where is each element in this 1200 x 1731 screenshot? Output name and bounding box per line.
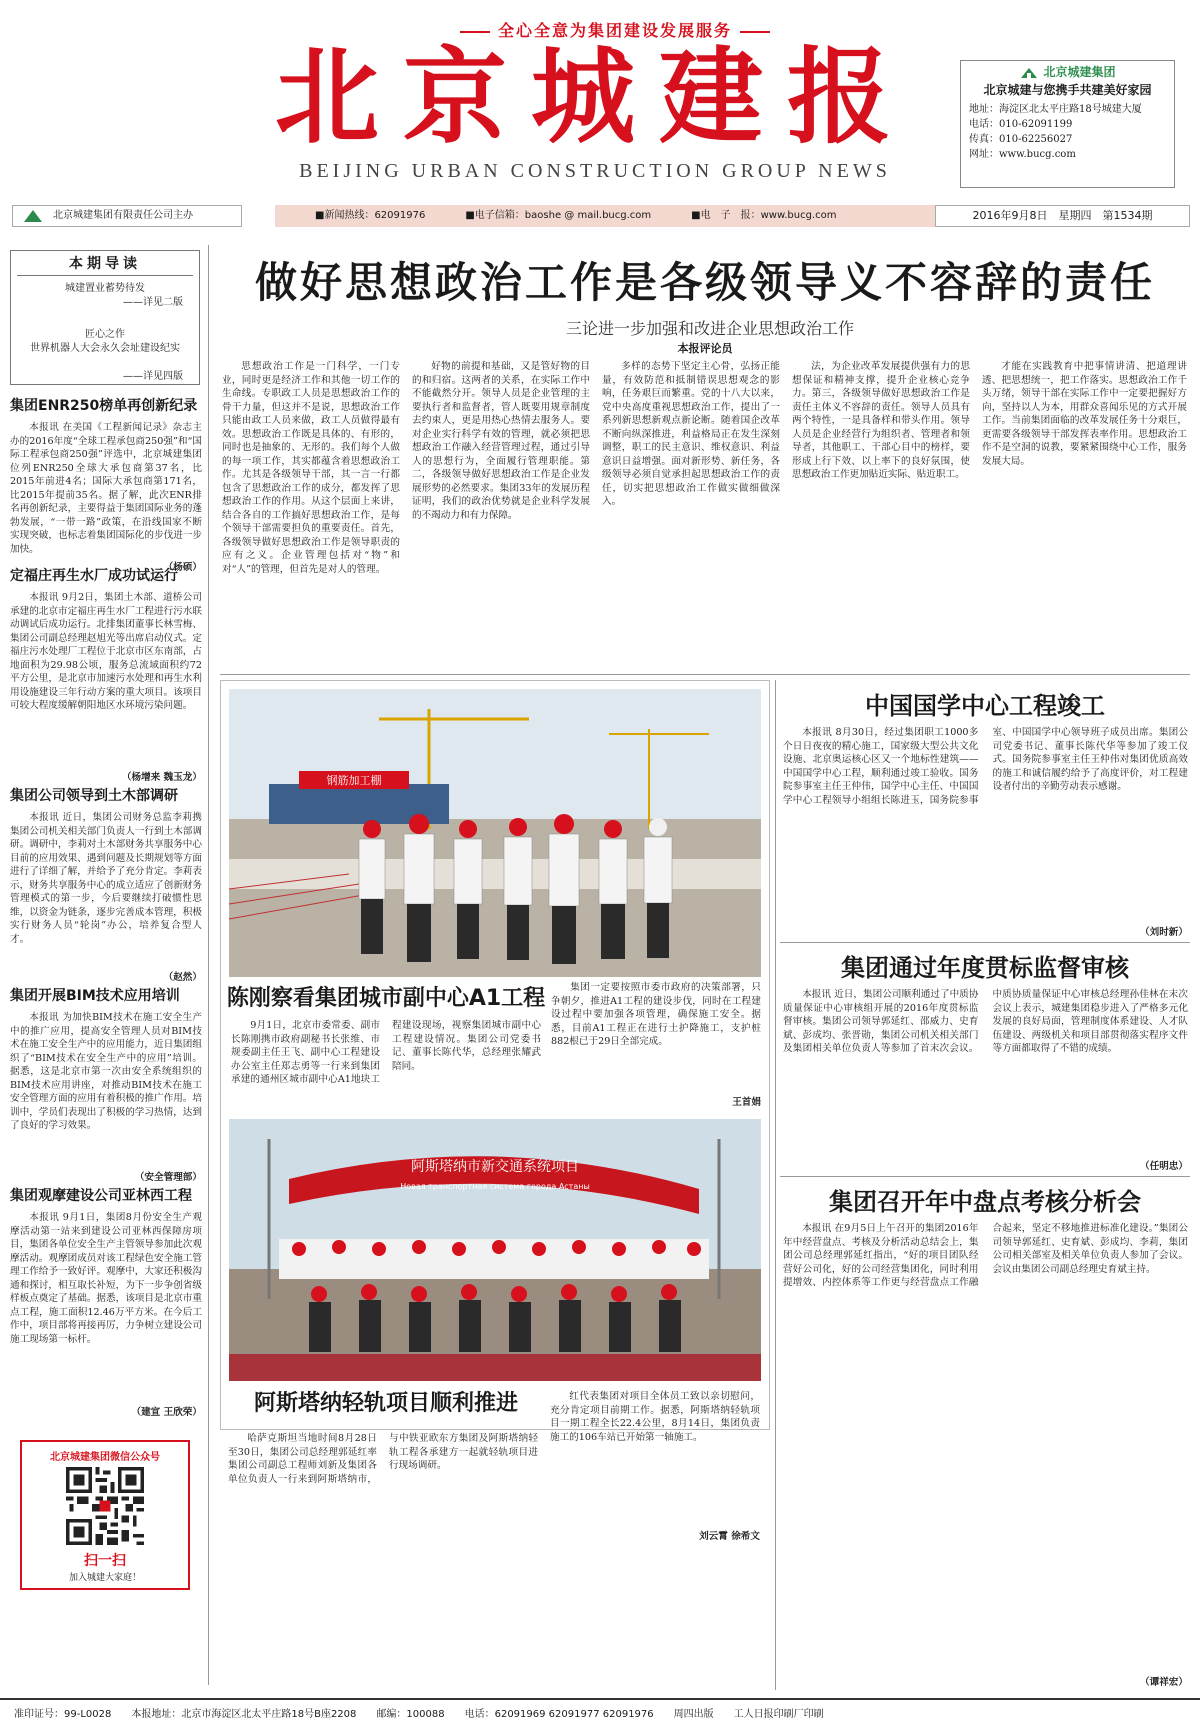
left-article	[10, 785, 202, 985]
right-article-author: （任明忠）	[1140, 1161, 1188, 1172]
astana-group-photo	[229, 1119, 761, 1381]
left-article-body: 本报讯 为加快BIM技术在施工安全生产中的推广应用，提高安全管理人员对BIM技术在施工安全生产中的应用能力，近日集团组织了“BIM技术在安全生产中的应用”培训。据悉，这是北京市第一次由安全系统组织的BIM技术应用讲座，对推动BIM技术在施工安全管理方面的应用有着积极的推广作用。培训中，学员们表现出了积极的学习热情，达到了良好的学习效果。	[10, 1012, 202, 1131]
right-article-body: 本报讯 8月30日，经过集团职工1000多个日日夜夜的精心施工，国家级大型公共文化设施、北京奥运核心区又一个地标性建筑——中国国学中心工程，顺利通过竣工验收。国务院参事室主任王仲伟，国学中心主任、中国国学中心工程领导小组组长陈进玉，国务院参事室、中国国学中心领导班子成员出席。集团公司党委书记、董事长陈代华等参加了竣工仪式。国务院参事室主任王仲伟对集团优质高效的施工和诚信履约给予了高度评价，对工程建设者付出的辛勤劳动表示感谢。	[783, 727, 1188, 806]
qr-code-icon	[66, 1467, 144, 1545]
guide-item[interactable]	[17, 314, 193, 398]
lead-column-2: 好物的前提和基础，又是管好物的目的和归宿。这两者的关系，在实际工作中不能截然分开。领导人员是企业管理的主要执行者和监督者，管人既要用规章制度去约束人，更是用热心热情去服务人。要对企业实行科学有效的管理，就必须把思想政治工作融入经营管理过程，通过引导人的思想行为，全面履行管理职能。第二，各级领导做好思想政治工作是企业发展形势的必然要求。集团33年的发展历程证明，我们的政治优势就是企业科学发展的不竭动力和有力保障。	[412, 361, 590, 521]
issue-guide-box	[10, 250, 200, 385]
left-article-title[interactable]: 集团开展BIM技术应用培训	[10, 988, 180, 1004]
lead-column-4: 法，为企业改革发展提供强有力的思想保证和精神支撑，提升企业核心竞争力。第三，各级领导做好思想政治工作是责任主体义不容辞的责任。领导人员具有两个特性，一是具备样和带头作用。领导人员是企业经营行为组织者、管理者和领导者，其他职工、干部心目中的榜样，要形成上行下效、以上率下的良好氛围，使思想政治工作更加贴近实际、贴近职工。	[792, 361, 970, 480]
astana-group-photo-illustration	[229, 1119, 761, 1381]
wechat-qr-box[interactable]	[20, 1440, 190, 1590]
left-article-author: （赵然）	[163, 972, 202, 983]
left-article-author: （杨增来 魏玉龙）	[121, 772, 202, 783]
guide-item-ref: ——详见二版	[123, 297, 183, 308]
inspection-photo	[229, 689, 761, 977]
right-article-author: （刘时新）	[1140, 927, 1188, 938]
group-brand-name: 北京城建集团	[1043, 65, 1116, 79]
left-article-body: 本报讯 9月2日，集团土木部、道桥公司承建的北京市定福庄再生水厂工程进行污水联动调试后成功运行。北排集团董事长林雪梅、集团公司副总经理赵旭光等出席启动仪式。定福庄污水处理厂工程位于北京市区东南部，占地面积为29.98公顷，服务总流域面积约72平方公里，是北京市加速污水处理和再生水利用设施建设三年行动方案的重大项目。该项目可较大程度缓解朝阳地区水环境污染问题。	[10, 592, 202, 711]
lead-column-3: 多样的态势下坚定主心骨，弘扬正能量，有效防范和抵制错误思想观念的影响，任务艰巨而繁重。党的十八大以来，党中央高度重视思想政治工作，提出了一系列新思想新观点新论断。随着国企改革不断向纵深推进，利益格局正在发生深刻调整，职工的民主意识、维权意识、利益意识日益增强。面对新形势、新任务，各级领导必须自觉承担起思想政治工作的责任，切实把思想政治工作做实做细做深入。	[602, 361, 780, 507]
astana-banner-cn: 阿斯塔纳市新交通系统项目	[411, 1159, 579, 1175]
divider	[780, 1176, 1190, 1177]
news-hotline: ■新闻热线：62091976	[315, 210, 426, 221]
contact-bar	[275, 205, 935, 227]
group-address: 地址：海淀区北太平庄路18号城建大厦	[969, 104, 1142, 115]
group-logo	[969, 65, 1166, 80]
left-article	[10, 565, 202, 785]
newspaper-title: 北京城建报	[274, 35, 915, 158]
printer-name: 工人日报印刷厂印刷	[733, 1708, 824, 1720]
left-article-body: 本报讯 近日，集团公司财务总监李莉携集团公司机关相关部门负责人一行到土木部调研。调研中，李莉对土木部财务共享服务中心目前的应用效果、遇到问题及长期规划等方面进行了详细了解，并给予了充分肯定。李莉表示，财务共享服务中心的成立适应了创新财务管理模式的第一步，今后要继续打破惯性思维，以资金为链条，逐步完善成本管理，积极实行财务人员“轮岗”办公，培养复合型人才。	[10, 812, 202, 945]
divider	[220, 674, 1190, 675]
qr-title: 北京城建集团微信公众号	[50, 1452, 160, 1463]
guide-item-ref: ——详见四版	[123, 371, 183, 382]
right-article-author: （谭祥宏）	[1140, 1677, 1188, 1688]
photo-story-2-title[interactable]: 阿斯塔纳轻轨项目顺利推进	[253, 1391, 518, 1416]
email-address[interactable]: ■电子信箱：baoshe @ mail.bucg.com	[465, 210, 652, 221]
publisher-text: 北京城建集团有限责任公司主办	[53, 210, 193, 221]
left-article-title[interactable]: 集团公司领导到土木部调研	[10, 788, 178, 804]
left-article-title[interactable]: 集团ENR250榜单再创新纪录	[10, 398, 198, 414]
lead-column-1: 思想政治工作是一门科学，一门专业，同时更是经济工作和其他一切工作的生命线。专职政工人员是思想政治工作的骨干力量，但这并不是说，思想政治工作只能由政工人员来做，政工人员做得最有效。思想政治工作既是具体的、有形的，同时也是抽象的、无形的。我们每个人做的每一项工作，其实都蕴含着思想政治工作。尤其是各级领导干部，其一言一行都包含了思想政治工作的成分，都发挥了思想政治工作的作用。从这个层面上来讲，结合各自的工作搞好思想政治工作，是每个领导干部需要担负的重要责任。首先，各级领导做好思想政治工作是领导职责的应有之义。企业管理包括对“物”和对“人”的管理，但首先是对人的管理。	[222, 361, 400, 575]
left-article	[10, 985, 202, 1185]
lead-subheadline: 三论进一步加强和改进企业思想政治工作	[565, 319, 854, 338]
photo-story-1-title[interactable]: 陈刚察看集团城市副中心A1工程	[226, 986, 546, 1011]
issue-date: 2016年9月8日 星期四 第1534期	[935, 205, 1190, 227]
photo-story-1-body-right: 集团一定要按照市委市政府的决策部署，只争朝夕，推进A1工程的建设步伐，同时在工程建设过程中要加强各项管理，确保施工安全。据悉，目前A1工程正在进行土护降施工，支护桩882根已于29日全部完成。	[551, 982, 761, 1047]
left-article-body: 本报讯 在美国《工程新闻记录》杂志主办的2016年度“全球工程承包商250强”和“国际工程承包商250强”评选中，北京城建集团位列ENR250全球大承包商第37名，比2015年前进4名；国际大承包商第171名，比2015年提前35名。据了解，此次ENR排名再创新纪录，主要得益于集团国际业务的蓬勃发展，“一带一路”政策，在沿线国家不断实现突破，也标志着集团国际化的步伐进一步加快。	[10, 422, 202, 555]
group-logo-small-icon	[21, 208, 45, 224]
publisher-info-box	[960, 60, 1175, 188]
permit-number: 准印证号：99-L0028	[14, 1708, 112, 1720]
masthead-slogan: 全心全意为集团建设发展服务	[450, 18, 780, 41]
photo-story-2-body-right: 红代表集团对项目全体员工致以亲切慰问，充分肯定项目前期工作。据悉，阿斯塔纳轻轨项目一期工程全长22.4公里，8月14日，集团负责施工的106车站已开始第一轴施工。	[550, 1391, 760, 1443]
lead-column-5: 才能在实践教育中把事情讲清、把道理讲透、把思想统一，把工作落实。思想政治工作千头万绪，领导干部在实际工作中一定要把握好方向，坚持以人为本，用群众喜闻乐见的方式开展工作。当前集团面临的改革发展任务十分艰巨，更需要各级领导干部发挥表率作用。思想政治工作不是空洞的说教，要紧紧围绕中心工作，服务发展大局。	[982, 361, 1187, 467]
footer-phones: 电话：62091969 62091977 62091976	[464, 1708, 654, 1720]
column-divider	[775, 680, 776, 1690]
divider	[780, 942, 1190, 943]
right-article-title[interactable]: 集团通过年度贯标监督审核	[841, 954, 1129, 982]
publishing-schedule: 周四出版	[673, 1708, 714, 1720]
guide-item-text: 匠心之作 世界机器人大会永久会址建设纪实	[30, 329, 180, 354]
right-article-title[interactable]: 中国国学中心工程竣工	[865, 692, 1105, 720]
guide-item-text: 城建置业蓄势待发	[65, 283, 145, 294]
postcode: 邮编：100088	[376, 1708, 445, 1720]
epaper-link[interactable]: ■电 子 报：www.bucg.com	[691, 210, 837, 221]
group-logo-icon	[1019, 66, 1039, 80]
left-article-author: （杨硕）	[163, 562, 202, 573]
photo-story-1-body-left: 9月1日，北京市委常委、副市长陈刚携市政府副秘书长张维、市规委副主任王飞、副中心工程建设办公室主任郑志勇等一行来到集团承建的通州区城市副中心A1地块工程建设现场，视察集团城市副中心工程建设情况。集团公司党委书记、董事长陈代华，总经理张耀武陪同。	[231, 1020, 541, 1085]
right-article-body: 本报讯 在9月5日上午召开的集团2016年年中经营盘点、考核及分析活动总结会上，集团公司总经理郭延红指出，“好的项目团队经营好公司化，好的公司经营集团化，同时利用提增效、内控体系等工作更与经营盘点工作融合起来，坚定不移地推进标准化建设。”集团公司领导郭延红、史育斌、彭成均、李莉，集团公司相关部室及相关单位负责人参加了会议。会议由集团公司副总经理史育斌主持。	[783, 1223, 1188, 1288]
publisher-label	[12, 205, 242, 227]
group-slogan: 北京城建与您携手共建美好家园	[983, 83, 1152, 97]
group-website[interactable]: 网址：www.bucg.com	[969, 149, 1076, 160]
group-fax: 传真：010-62256027	[969, 134, 1073, 145]
qr-hint: 加入城建大家庭！	[68, 1573, 141, 1583]
group-phone: 电话：010-62091199	[969, 119, 1073, 130]
right-article-body: 本报讯 近日，集团公司顺利通过了中质协质量保证中心审核组开展的2016年度贯标监督审核。集团公司领导郭延红、邵威力、史育斌、彭成均、张晋勋，集团公司机关相关部门及集团相关单位负责人等参加了首末次会议。中质协质量保证中心审核总经理孙佳林在末次会议上表示，城建集团稳步进入了严格多元化发展的良好局面，管理制度体系建设、人才队伍建设、两级机关和项目部贯彻落实程序文件等方面都取得了不错的成绩。	[783, 989, 1188, 1054]
lead-headline: 做好思想政治工作是各级领导义不容辞的责任	[254, 258, 1155, 307]
issue-guide-title: 本期导读	[17, 257, 193, 276]
photo-story-frame	[220, 680, 770, 1430]
left-article-title[interactable]: 定福庄再生水厂成功试运行	[10, 568, 178, 584]
photo-story-2-body-left: 哈萨克斯坦当地时间8月28日至30日，集团公司总经理郭延红率集团公司副总工程师刘新及集团各单位负责人一行来到阿斯塔纳市，与中铁亚欧东方集团及阿斯塔纳轻轨工程各承建方一起就轻轨项目进行现场调研。	[228, 1433, 538, 1485]
astana-banner-ru: Новая транспортная система города Астаны	[400, 1182, 590, 1191]
footer	[0, 1698, 1200, 1724]
photo-story-2-author: 刘云霄 徐希文	[699, 1531, 760, 1542]
site-banner-text: 钢筋加工棚	[326, 774, 382, 787]
column-divider	[208, 245, 209, 1685]
inspection-photo-illustration	[229, 689, 761, 977]
photo-story-1-author: 王首娟	[732, 1097, 761, 1108]
left-article-body: 本报讯 9月1日，集团8月份安全生产观摩活动第一站来到建设公司亚林西保障房项目，集团各单位安全生产主管领导参加此次观摩活动。观摩团成员对该工程绿色安全施工管理工作给予一致好评。观摩中，大家还积极沟通和探讨，相互取长补短，为下一步争创省级样板点奠定了基础。据悉，该项目是北京市重点工程，施工面积12.46万平方米。在今后工作中，项目部将再接再厉，力争树立建设公司施工现场第一标杆。	[10, 1212, 202, 1345]
left-article	[10, 395, 202, 575]
left-article-author: （建宣 王欣荣）	[131, 1407, 202, 1418]
lead-byline: 本报评论员	[677, 342, 733, 355]
qr-scan-label: 扫一扫	[84, 1553, 126, 1569]
right-article-title[interactable]: 集团召开年中盘点考核分析会	[829, 1188, 1141, 1216]
left-article-title[interactable]: 集团观摩建设公司亚林西工程	[10, 1188, 192, 1204]
left-article-author: （安全管理部）	[134, 1172, 202, 1183]
left-article	[10, 1185, 202, 1420]
guide-item[interactable]	[17, 282, 193, 310]
office-address: 本报地址：北京市海淀区北太平庄路18号B座2208	[131, 1708, 357, 1720]
newspaper-title-english: BEIJING URBAN CONSTRUCTION GROUP NEWS	[299, 160, 891, 182]
